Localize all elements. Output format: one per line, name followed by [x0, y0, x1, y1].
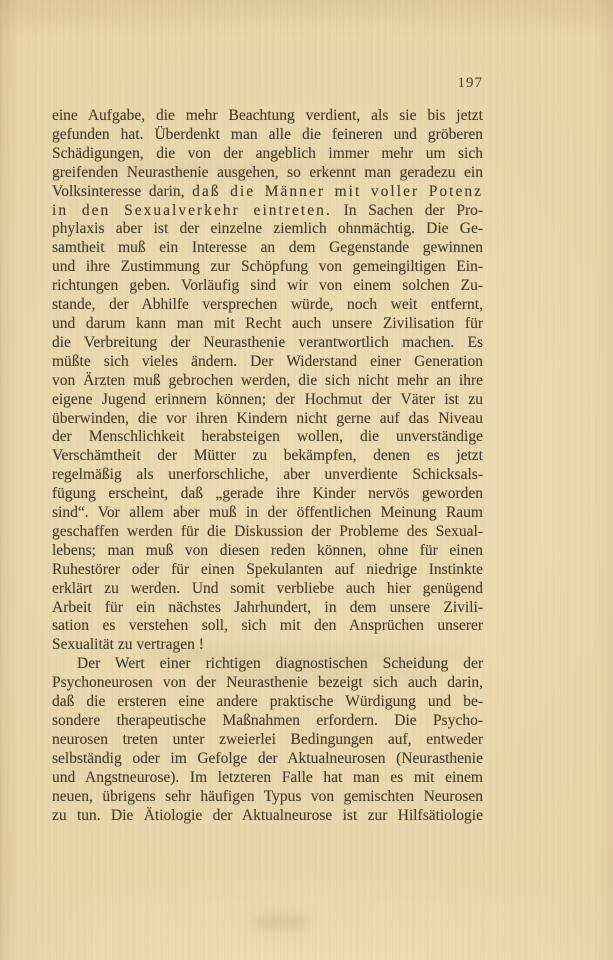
text-line — [52, 485, 483, 504]
text-segment: der Menschlichkeit herabsteigen wollen, die unverständige — [52, 428, 483, 446]
text-segment: stande, der Abhilfe versprechen würde, noch weit entfernt, — [52, 296, 483, 314]
text-segment: eine Aufgabe, die mehr Beachtung verdient, als sie bis jetzt — [52, 107, 483, 124]
text-line — [52, 353, 483, 372]
text-segment: sondere therapeutische Maßnahmen erfordern. Die Psycho- — [52, 712, 483, 729]
text-segment: lebens; man muß von diesen reden können, ohne für einen — [52, 541, 483, 559]
emphasized-spaced-text: in den Sexualverkehr eintreten. — [52, 201, 332, 219]
text-line — [52, 655, 483, 674]
text-segment: und ihre Zustimmung zur Schöpfung von gemeingiltigen Ein- — [52, 258, 483, 276]
text-segment: regelmäßig als unerforschliche, aber unverdiente Schicksals- — [52, 466, 483, 484]
text-line — [52, 372, 483, 391]
text-line — [52, 599, 483, 618]
text-line — [52, 428, 483, 447]
body-text — [52, 107, 483, 825]
text-segment: Psychoneurosen von der Neurasthenie bezeigt sich auch darin, — [52, 674, 483, 692]
text-segment: phylaxis aber ist der einzelne ziemlich ohnmächtig. Die Ge- — [52, 220, 483, 238]
text-segment: sind“. Vor allem aber muß in der öffentlichen Meinung Raum — [52, 504, 483, 522]
text-line — [52, 466, 483, 485]
text-line — [52, 580, 483, 599]
text-segment: von Ärzten muß gebrochen werden, die sich nicht mehr an ihre — [52, 371, 483, 389]
text-line — [52, 617, 483, 636]
text-line — [52, 183, 483, 202]
text-line — [52, 239, 483, 258]
text-line — [52, 731, 483, 750]
text-line — [52, 523, 483, 542]
text-line — [52, 504, 483, 523]
text-segment: müßte sich vieles ändern. Der Widerstand einer Generation — [52, 352, 483, 370]
text-line — [52, 202, 483, 221]
paper-smudge — [252, 914, 310, 931]
text-segment: Volksinteresse darin, — [52, 182, 193, 200]
text-segment: gefunden hat. Überdenkt man alle die feineren und gröberen — [52, 125, 483, 143]
text-segment: eigene Jugend erinnern können; der Hochmut der Väter ist zu — [52, 390, 483, 408]
text-segment: und Angstneurose). Im letzteren Falle hat man es mit einem — [52, 768, 483, 786]
text-segment: zu tun. Die Ätiologie der Aktualneurose ist zur Hilfsätiologie — [52, 806, 483, 824]
text-line — [52, 107, 483, 126]
text-line — [52, 391, 483, 410]
text-line — [52, 258, 483, 277]
text-segment: Ruhestörer oder für einen Spekulanten auf niedrige Instinkte — [52, 560, 483, 578]
text-segment: überwinden, die vor ihren Kindern nicht gerne auf das Niveau — [52, 409, 483, 427]
text-segment: fügung erscheint, daß „gerade ihre Kinder nervös geworden — [52, 485, 483, 503]
page-number: 197 — [457, 75, 483, 91]
text-segment: Verschämtheit der Mütter zu bekämpfen, denen es jetzt — [52, 447, 483, 465]
text-line — [52, 769, 483, 788]
text-line — [52, 712, 483, 731]
text-line — [52, 542, 483, 561]
text-line — [52, 277, 483, 296]
text-line — [52, 145, 483, 164]
text-segment: Der Wert einer richtigen diagnostischen Scheidung der — [77, 655, 483, 673]
text-segment: daß die ersteren eine andere praktische Würdigung und be- — [52, 693, 483, 711]
text-line — [52, 807, 483, 826]
text-segment: greifenden Neurasthenie ausgehen, so erkennt man geradezu ein — [52, 163, 483, 181]
text-segment: samtheit muß ein Interesse an dem Gegenstande gewinnen — [52, 239, 483, 257]
text-segment: Schädigungen, die von der angeblich immer mehr um sich — [52, 144, 483, 162]
text-line — [52, 788, 483, 807]
text-segment: selbständig oder im Gefolge der Aktualneurosen (Neurasthenie — [52, 749, 483, 767]
text-segment: Arbeit für ein nächstes Jahrhundert, in dem unsere Zivili- — [52, 598, 483, 616]
text-line — [52, 750, 483, 769]
text-line — [52, 561, 483, 580]
text-line — [52, 220, 483, 239]
text-line — [52, 636, 483, 655]
text-line — [52, 693, 483, 712]
text-segment: Sexualität zu vertragen ! — [52, 636, 204, 654]
text-segment: und darum kann man mit Recht auch unsere Zivilisation für — [52, 314, 483, 332]
text-line — [52, 126, 483, 145]
text-segment: sation es verstehen soll, sich mit den Ansprüchen unserer — [52, 617, 483, 635]
text-segment: neurosen treten unter zweierlei Bedingungen auf, entweder — [52, 730, 483, 748]
text-line — [52, 164, 483, 183]
text-segment: geschaffen werden für die Diskussion der Probleme des Sexual- — [52, 522, 483, 540]
text-segment: die Verbreitung der Neurasthenie verantwortlich machen. Es — [52, 333, 483, 351]
text-segment: richtungen geben. Vorläufig sind wir von einem solchen Zu- — [52, 277, 483, 295]
text-line — [52, 674, 483, 693]
text-line — [52, 315, 483, 334]
text-segment: In Sachen der Pro- — [331, 201, 484, 219]
text-line — [52, 296, 483, 315]
text-line — [52, 410, 483, 429]
text-segment: erklärt zu werden. Und somit verbliebe auch hier genügend — [52, 579, 483, 597]
text-line — [52, 334, 483, 353]
emphasized-spaced-text: daß die Männer mit voller Potenz — [192, 182, 484, 200]
text-line — [52, 447, 483, 466]
text-segment: neuen, übrigens sehr häufigen Typus von gemischten Neurosen — [52, 787, 483, 805]
